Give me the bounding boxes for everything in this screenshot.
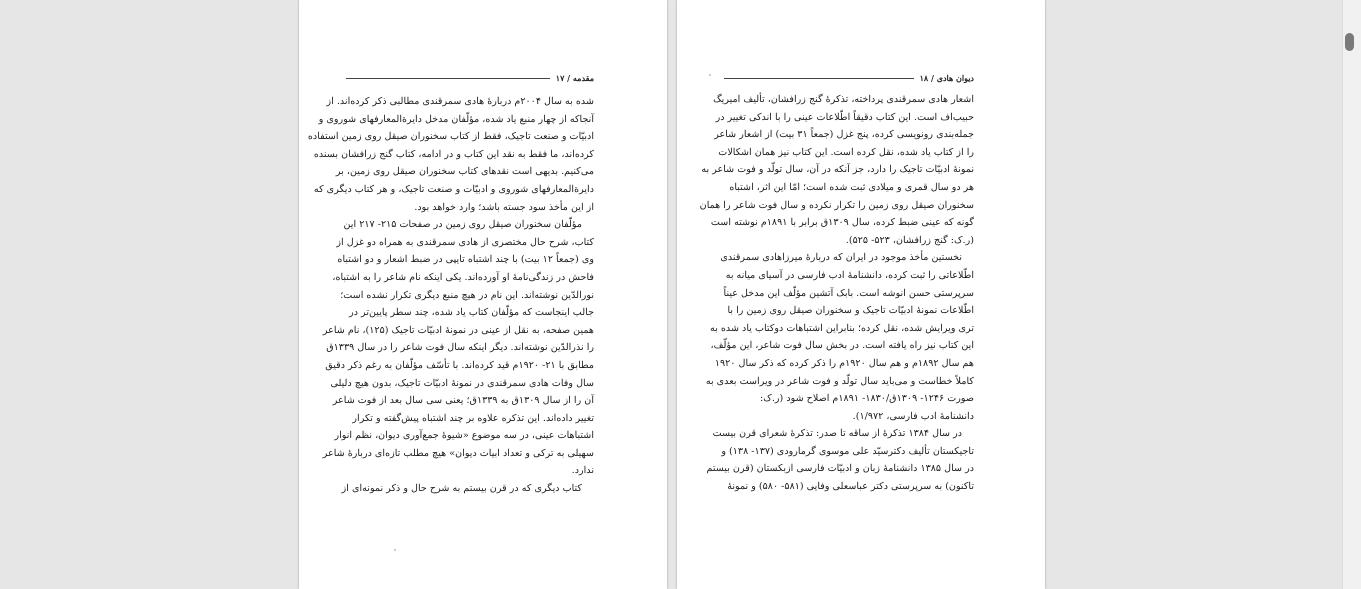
text-line: این کتاب نیز راه یافته است. در بخش سال فوت شاعر، این مؤلّف، <box>710 340 974 352</box>
text-line: شده به سال ۲۰۰۴م دربارهٔ هادی سمرقندی مطالبی ذکر کرده‌اند. از <box>326 96 594 107</box>
text-line: جالب اینجاست که مؤلّفان کتاب یاد شده، چند سطر پایین‌تر در <box>349 307 594 319</box>
text-line: جمله‌بندی رونویسی کرده، پنج غزل (جمعاً ۳۱ بیت) از اشعار شاعر <box>714 129 974 141</box>
text-line: از این مأخذ سود جسته باشد؛ وارد خواهد بود. <box>414 201 594 213</box>
text-line: هم سال ۱۸۹۲م و هم سال ۱۹۲۰م را ذکر کرده که ذکر سال ۱۹۲۰ <box>714 357 974 369</box>
text-line: نمونهٔ ادبیّات تاجیک را دارد، جز آنکه در آن، سال تولّد و فوت شاعر به <box>701 164 974 176</box>
page-header-label: دیوان هادی / ۱۸ <box>919 73 974 83</box>
text-line: حبیب‌اف است. این کتاب دقیقاً اطّلاعات عینی را با اندکی تغییر در <box>715 111 974 123</box>
header-rule <box>346 78 550 79</box>
page-body-text <box>307 93 594 498</box>
page-speck <box>709 74 711 76</box>
page-header-label: مقدمه / ۱۷ <box>555 73 594 83</box>
text-line: نخستین مأخذ موجود در ایران که دربارهٔ میرزاهادی سمرقندی <box>720 252 962 264</box>
text-line: سال وفات هادی سمرقندی در نمونهٔ ادبیّات تاجیک، بدون هیچ دلیلی <box>330 377 594 389</box>
text-line: سرپرستی حسن انوشه است. بابک آتشین مؤلّف این مدخل عیناً <box>723 287 974 299</box>
document-page-17 <box>299 0 667 589</box>
text-line: آن را از سال ۱۳۰۹ق به ۱۳۳۹ق؛ یعنی سی سال بعد از فوت شاعر <box>332 395 594 407</box>
text-line: کاملاً خطاست و می‌باید سال تولّد و فوت شاعر در ویراست بعدی به <box>705 375 974 387</box>
text-line: (ر.ک: گنج زرافشان، ۵۲۳- ۵۲۵). <box>845 234 974 246</box>
text-line: تری ویرایش شده، نقل کرده؛ بنابراین اشتباهات دوکتاب یاد شده به <box>710 322 974 334</box>
text-line: کرده‌اند، ما فقط به نقد این کتاب و در ادامه، کتاب گنج زرافشان بسنده <box>313 148 594 160</box>
text-line: وی (جمعاً ۱۲ بیت) با چند اشتباه تایپی در ضبط اشعار و دو اشتباه <box>337 254 594 266</box>
text-line: تاجیکستان تألیف دکترسیّد علی موسوی گرمارودی (۱۳۷- ۱۳۸) و <box>721 445 974 457</box>
text-line: دایرةالمعارفهای شوروی و ادبیّات و صنعت تاجیک، و هر کتاب دیگری که <box>313 183 594 195</box>
text-line: هر دو سال قمری و میلادی ثبت شده است؛ امّا این اثر، اشتباه <box>729 181 974 193</box>
text-line: نورالدّین نوشته‌اند. این نام در هیچ منبع دیگری تکرار نشده است؛ <box>340 289 594 301</box>
text-line: ادبیّات و صنعت تاجیک، فقط از کتاب سخنوران صیقل روی زمین استفاده <box>307 131 594 143</box>
page-header <box>340 72 594 84</box>
page-header <box>718 72 974 84</box>
text-line: می‌کنیم. بدیهی است نقدهای کتاب سخنوران صیقل روی زمین، بر <box>335 166 594 178</box>
text-line: سخنوران صیقل روی زمین را تکرار نکرده و سال فوت شاعر را همان <box>699 199 974 211</box>
scrollbar-thumb[interactable] <box>1345 33 1354 51</box>
header-rule <box>724 78 914 79</box>
text-line: کتاب، شرح حال مختصری از هادی سمرقندی به همراه دو غزل از <box>336 236 594 248</box>
text-line: تغییر داده‌اند. این تذکره علاوه بر چند اشتباه پیش‌گفته و تکرار <box>352 412 594 424</box>
text-line: را از کتاب یاد شده، نقل کرده است. این کتاب نیز همان اشکالات <box>718 146 974 158</box>
text-line: سهیلی به ترکی و تعداد ابیات دیوان» هیچ مطلب تازه‌ای دربارهٔ شاعر <box>322 447 594 459</box>
page-body-text <box>699 91 974 496</box>
text-line: اشتباهات عینی، در سه موضوع «شیوهٔ جمع‌آوری دیوان، نظم انوار <box>334 430 594 442</box>
text-line: مطابق با ۲۱- ۱۹۲۰م قید کرده‌اند. با تأسّف مؤلّفان به رغم ذکر دقیق <box>325 359 594 371</box>
text-line: اطّلاعات نمونهٔ ادبیّات تاجیک و سخنوران صیقل روی زمین را با <box>727 305 974 317</box>
text-line: ندارد. <box>571 465 594 477</box>
page-speck <box>394 549 396 551</box>
text-line: اطّلاعاتی را ثبت کرده، دانشنامهٔ ادب فارسی در آسیای میانه به <box>725 269 974 281</box>
text-line: مؤلّفان سخنوران صیقل روی زمین در صفحات ۲۱۵- ۲۱۷ این <box>343 219 582 231</box>
text-line: آنجاکه از چهار منبع یاد شده، مؤلّفان مدخل دایرةالمعارفهای شوروی و <box>318 113 594 125</box>
text-line: را نذرالدّین نوشته‌اند. دیگر اینکه سال فوت شاعر را در سال ۱۳۳۹ق <box>326 342 594 354</box>
document-page-18 <box>677 0 1045 589</box>
text-line: در سال ۱۳۸۴ تذکرهٔ از ساقه تا صدر: تذکرهٔ شعرای قرن بیست <box>712 428 962 440</box>
text-line: تاکنون) به سرپرستی دکتر عباسعلی وفایی (۵۸۱- ۵۸۰) و نمونهٔ <box>727 481 974 493</box>
text-line: دانشنامهٔ ادب فارسی، ۱/۹۷۲). <box>852 410 974 422</box>
text-line: اشعار هادی سمرقندی پرداخته، تذکرهٔ گنج زرافشان، تألیف امیریگ <box>713 94 974 105</box>
text-line: گونه که عینی ضبط کرده، سال ۱۳۰۹ق برابر با ۱۸۹۱م نوشته است <box>710 217 974 229</box>
text-line: کتاب دیگری که در قرن بیستم به شرح حال و ذکر نمونه‌ای از <box>341 483 582 495</box>
vertical-scrollbar[interactable] <box>1342 0 1361 589</box>
text-line: همین صفحه، به نقل از عینی در نمونهٔ ادبیّات تاجیک (۱۲۵)، نام شاعر <box>322 324 594 336</box>
text-line: فاحش در زندگی‌نامهٔ او آورده‌اند. یکی اینکه نام شاعر را به اشتباه، <box>332 271 594 283</box>
text-line: صورت ۱۲۴۶- ۱۳۰۹ق/۱۸۳۰- ۱۸۹۱م اصلاح شود (ر.ک: <box>760 393 974 405</box>
text-line: در سال ۱۳۸۵ دانشنامهٔ زبان و ادبیّات فارسی ازبکستان (قرن بیستم <box>706 463 974 475</box>
